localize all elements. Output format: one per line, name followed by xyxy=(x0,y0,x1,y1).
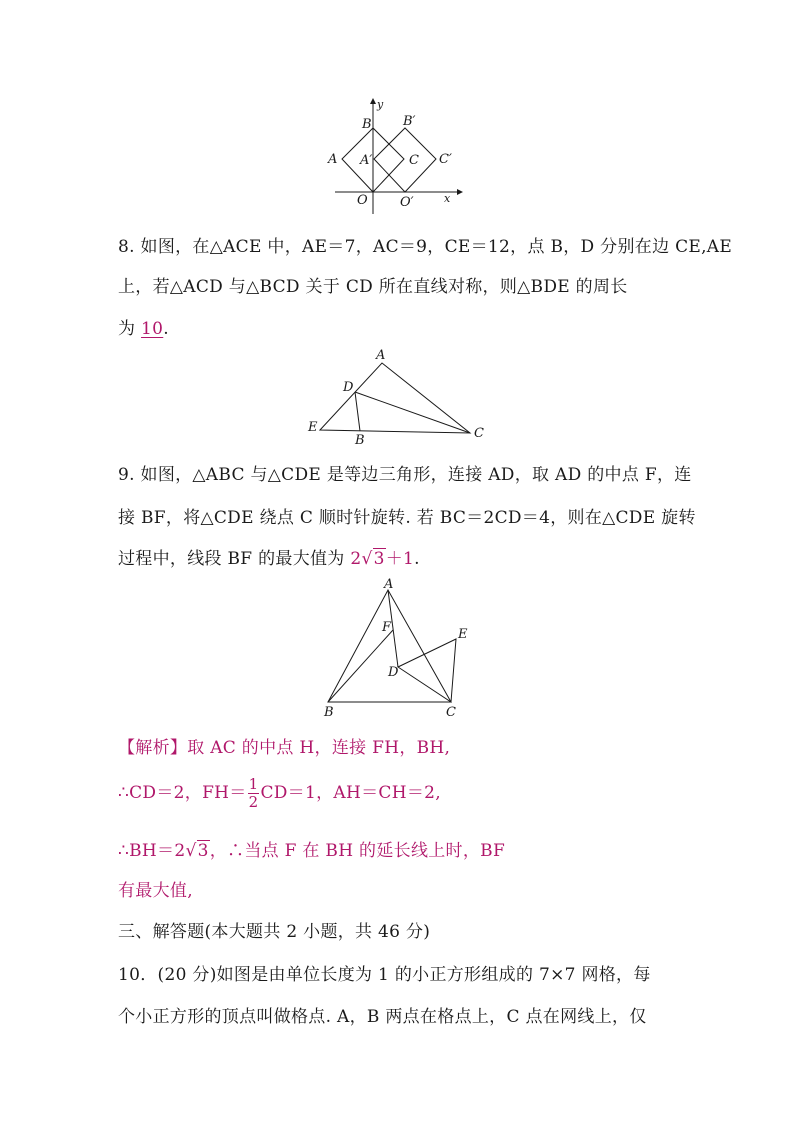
q8-line-2: 上，若△ACD 与△BCD 关于 CD 所在直线对称，则△BDE 的周长 xyxy=(118,277,628,297)
q9-answer xyxy=(350,549,414,569)
y-axis-label: y xyxy=(377,98,384,111)
q9-line-3-text: 过程中，线段 BF 的最大值为 xyxy=(118,549,345,569)
label-A-prime: A′ xyxy=(360,153,373,168)
label-C: C xyxy=(409,153,419,168)
label-A: A xyxy=(328,152,338,167)
label-C: C xyxy=(474,426,484,441)
q8-suffix: . xyxy=(163,319,169,339)
q9-line-1: 9. 如图，△ABC 与△CDE 是等边三角形，连接 AD，取 AD 的中点 F，连 xyxy=(118,465,692,485)
label-C-prime: C′ xyxy=(439,152,452,167)
label-D: D xyxy=(343,380,354,395)
analysis-line-3b: ，∴当点 F 在 BH 的延长线上时，BF xyxy=(209,841,506,861)
label-C: C xyxy=(446,705,456,720)
analysis-rad: 3 xyxy=(197,841,209,861)
analysis-line-3 xyxy=(118,836,505,861)
q9-line-3 xyxy=(118,544,420,569)
label-E: E xyxy=(458,627,468,642)
label-A: A xyxy=(384,577,394,592)
q10-line-1: 10．(20 分)如图是由单位长度为 1 的小正方形组成的 7×7 网格，每 xyxy=(118,965,651,985)
analysis-line-2a: ∴CD＝2，FH＝ xyxy=(118,783,247,803)
q8-line-1: 8. 如图，在△ACE 中，AE＝7，AC＝9，CE＝12，点 B，D 分别在边 CE,AE xyxy=(118,237,733,257)
coordinate-figure xyxy=(325,96,465,216)
q10-line-2: 个小正方形的顶点叫做格点. A，B 两点在格点上，C 点在网线上，仅 xyxy=(118,1007,647,1027)
label-F: F xyxy=(382,620,392,635)
q9-answer-rad: 3 xyxy=(373,549,385,569)
analysis-sqrt: √3 xyxy=(185,841,209,861)
label-B: B xyxy=(324,705,334,720)
q8-line-3 xyxy=(118,314,169,339)
rotation-figure xyxy=(318,575,488,725)
frac-num: 1 xyxy=(248,775,259,793)
analysis-line-2b: CD＝1，AH＝CH＝2, xyxy=(260,783,441,803)
label-O-prime: O′ xyxy=(400,195,414,210)
label-E: E xyxy=(308,420,318,435)
label-O: O xyxy=(357,193,368,208)
q9-answer-tail: ＋1 xyxy=(385,549,415,569)
frac-den: 2 xyxy=(248,793,259,811)
q9-answer-sqrt: √3 xyxy=(361,549,385,569)
x-axis-label: x xyxy=(444,192,451,205)
label-B-prime: B′ xyxy=(403,114,416,129)
triangle-ace-figure xyxy=(300,345,500,445)
label-D: D xyxy=(388,665,399,680)
q9-line-2: 接 BF，将△CDE 绕点 C 顺时针旋转. 若 BC＝2CD＝4，则在△CDE 旋转 xyxy=(118,508,696,528)
analysis-line-3a: ∴BH＝2 xyxy=(118,841,186,861)
section-3-heading: 三、解答题(本大题共 2 小题，共 46 分) xyxy=(118,922,431,942)
q9-answer-end: . xyxy=(414,549,420,569)
q8-prefix: 为 xyxy=(118,319,136,339)
label-A: A xyxy=(376,348,386,363)
fraction-one-half xyxy=(248,777,260,810)
q8-answer: 10 xyxy=(141,319,164,339)
q9-answer-coef: 2 xyxy=(350,549,362,569)
analysis-line-2 xyxy=(118,777,441,810)
label-B: B xyxy=(355,433,365,445)
label-B: B xyxy=(362,117,372,132)
analysis-line-1: 【解析】取 AC 的中点 H，连接 FH，BH, xyxy=(118,738,451,758)
analysis-line-4: 有最大值, xyxy=(118,881,193,901)
